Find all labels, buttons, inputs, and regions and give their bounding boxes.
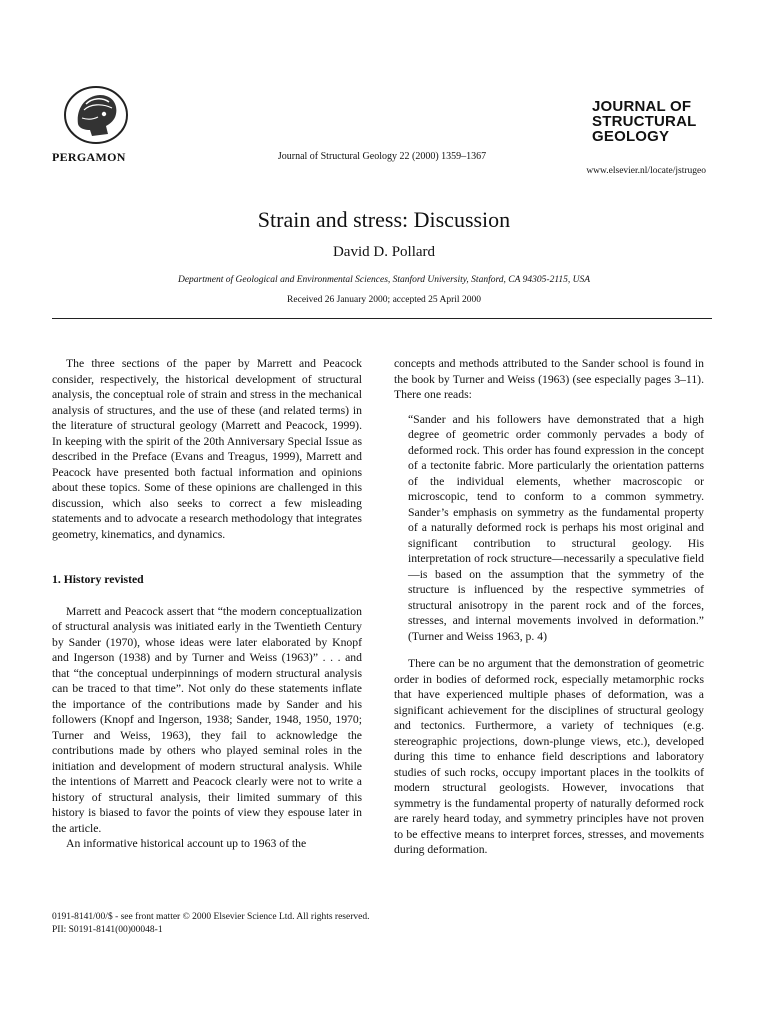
history-paragraph: Marrett and Peacock assert that “the modern conceptualization of structural analysis was initiated early in the Twentieth Century by Sander (1970), whose ideas were later elaborated by Knopf and Ingerson (1938) and by Turner and Weiss (1963)” . . . and that “the conceptual underpinnings of modern structural analysis can be traced to that time”. Not only do these statements inflate the importance of the contributions made by Sander and his followers (Knopf and Ingerson, 1938; Sander, 1948, 1950, 1970; Turner and Weiss, 1963), they fail to acknowledge the contributions made by others who played seminal roles in the initiation and development of modern structural analysis. While the intentions of Marrett and Peacock clearly were not to write a history of structural analysis, their limited summary of this history is biased to favor the points of view they espouse later in the article. [52, 604, 362, 835]
journal-title-line-1: JOURNAL OF [592, 98, 692, 115]
publisher-name: PERGAMON [52, 150, 126, 164]
journal-title-logo [592, 99, 697, 144]
copyright-notice: 0191-8141/00/$ - see front matter © 2000 Elsevier Science Ltd. All rights reserved. [52, 912, 370, 922]
intro-paragraph: The three sections of the paper by Marrett and Peacock consider, respectively, the historical development of structural analysis, the conceptual role of strain and stress in the mechanical analysis of structures, and the use of these (and related terms) in the literature of structural geology (Marrett and Peacock, 1999). In keeping with the spirit of the 20th Anniversary Special Issue as described in the Preface (Evans and Treagus, 1999), Marrett and Peacock have presented both factual information and opinions about these topics. Some of these opinions are challenged in this discussion, which also seeks to correct a few misleading statements and to advocate a research methodology that integrates geometry, kinematics, and dynamics. [52, 357, 362, 541]
received-dates: Received 26 January 2000; accepted 25 April 2000 [287, 295, 481, 305]
author-affiliation: Department of Geological and Environmental Sciences, Stanford University, Stanford, CA 94305-2115, USA [177, 275, 591, 285]
article-title: Strain and stress: Discussion [257, 207, 511, 232]
article-author: David D. Pollard [332, 244, 436, 260]
block-quote-text: “Sander and his followers have demonstrated that a high degree of geometric order commonly pervades a body of deformed rock. This order has found expression in the concept of a tectonite fabric. More particularly the orientation patterns of the individual elements, whether macroscopic or microscopic, tend to conform to a common symmetry. Sander’s emphasis on symmetry as the fundamental property of a naturally deformed rock is perhaps his most original and significant contribution to structural geology. His interpretation of rock structure—necessarily a speculative field—is based on the assumption that the symmetry of the structure is influenced by the respective symmetries of structural anisotropy in the parent rock and of the forces, stresses, and internal movements involved in deformation.” (Turner and Weiss 1963, p. 4) [408, 412, 704, 643]
journal-url[interactable]: www.elsevier.nl/locate/jstrugeo [586, 166, 706, 176]
left-column [52, 356, 362, 852]
journal-title-line-3: GEOLOGY [592, 128, 670, 145]
symmetry-paragraph: There can be no argument that the demonstration of geometric order in bodies of deformed rock, especially metamorphic rocks that have experienced multiple phases of deformation, was a significant achievement for the disciplines of structural geology and tectonics. Furthermore, a variety of techniques (e.g. stereographic projections, down-plunge views, etc.), developed during this time to enhance field descriptions and laboratory studies of such rocks, occupy important places in the toolkits of modern structural geologists. However, invocations that symmetry is the fundamental property of naturally deformed rock are rarely heard today, and symmetry principles have not proven to be effective means to interpret forces, stresses, and movements during deformation. [394, 657, 704, 856]
history-paragraph-continued: An informative historical account up to 1963 of the [66, 837, 307, 850]
continued-paragraph: concepts and methods attributed to the Sander school is found in the book by Turner and Weiss (1963) (see especially pages 3–11). There one reads: [394, 357, 704, 401]
pergamon-logo-icon [62, 84, 130, 146]
block-quote [408, 412, 704, 645]
page-footer [52, 911, 369, 937]
pii-identifier: PII: S0191-8141(00)00048-1 [52, 925, 163, 935]
right-column [394, 356, 704, 858]
section-heading: 1. History revisted [52, 573, 144, 586]
header-divider [52, 318, 712, 319]
journal-citation: Journal of Structural Geology 22 (2000) 1359–1367 [277, 151, 487, 162]
journal-title-line-2: STRUCTURAL [592, 113, 697, 130]
